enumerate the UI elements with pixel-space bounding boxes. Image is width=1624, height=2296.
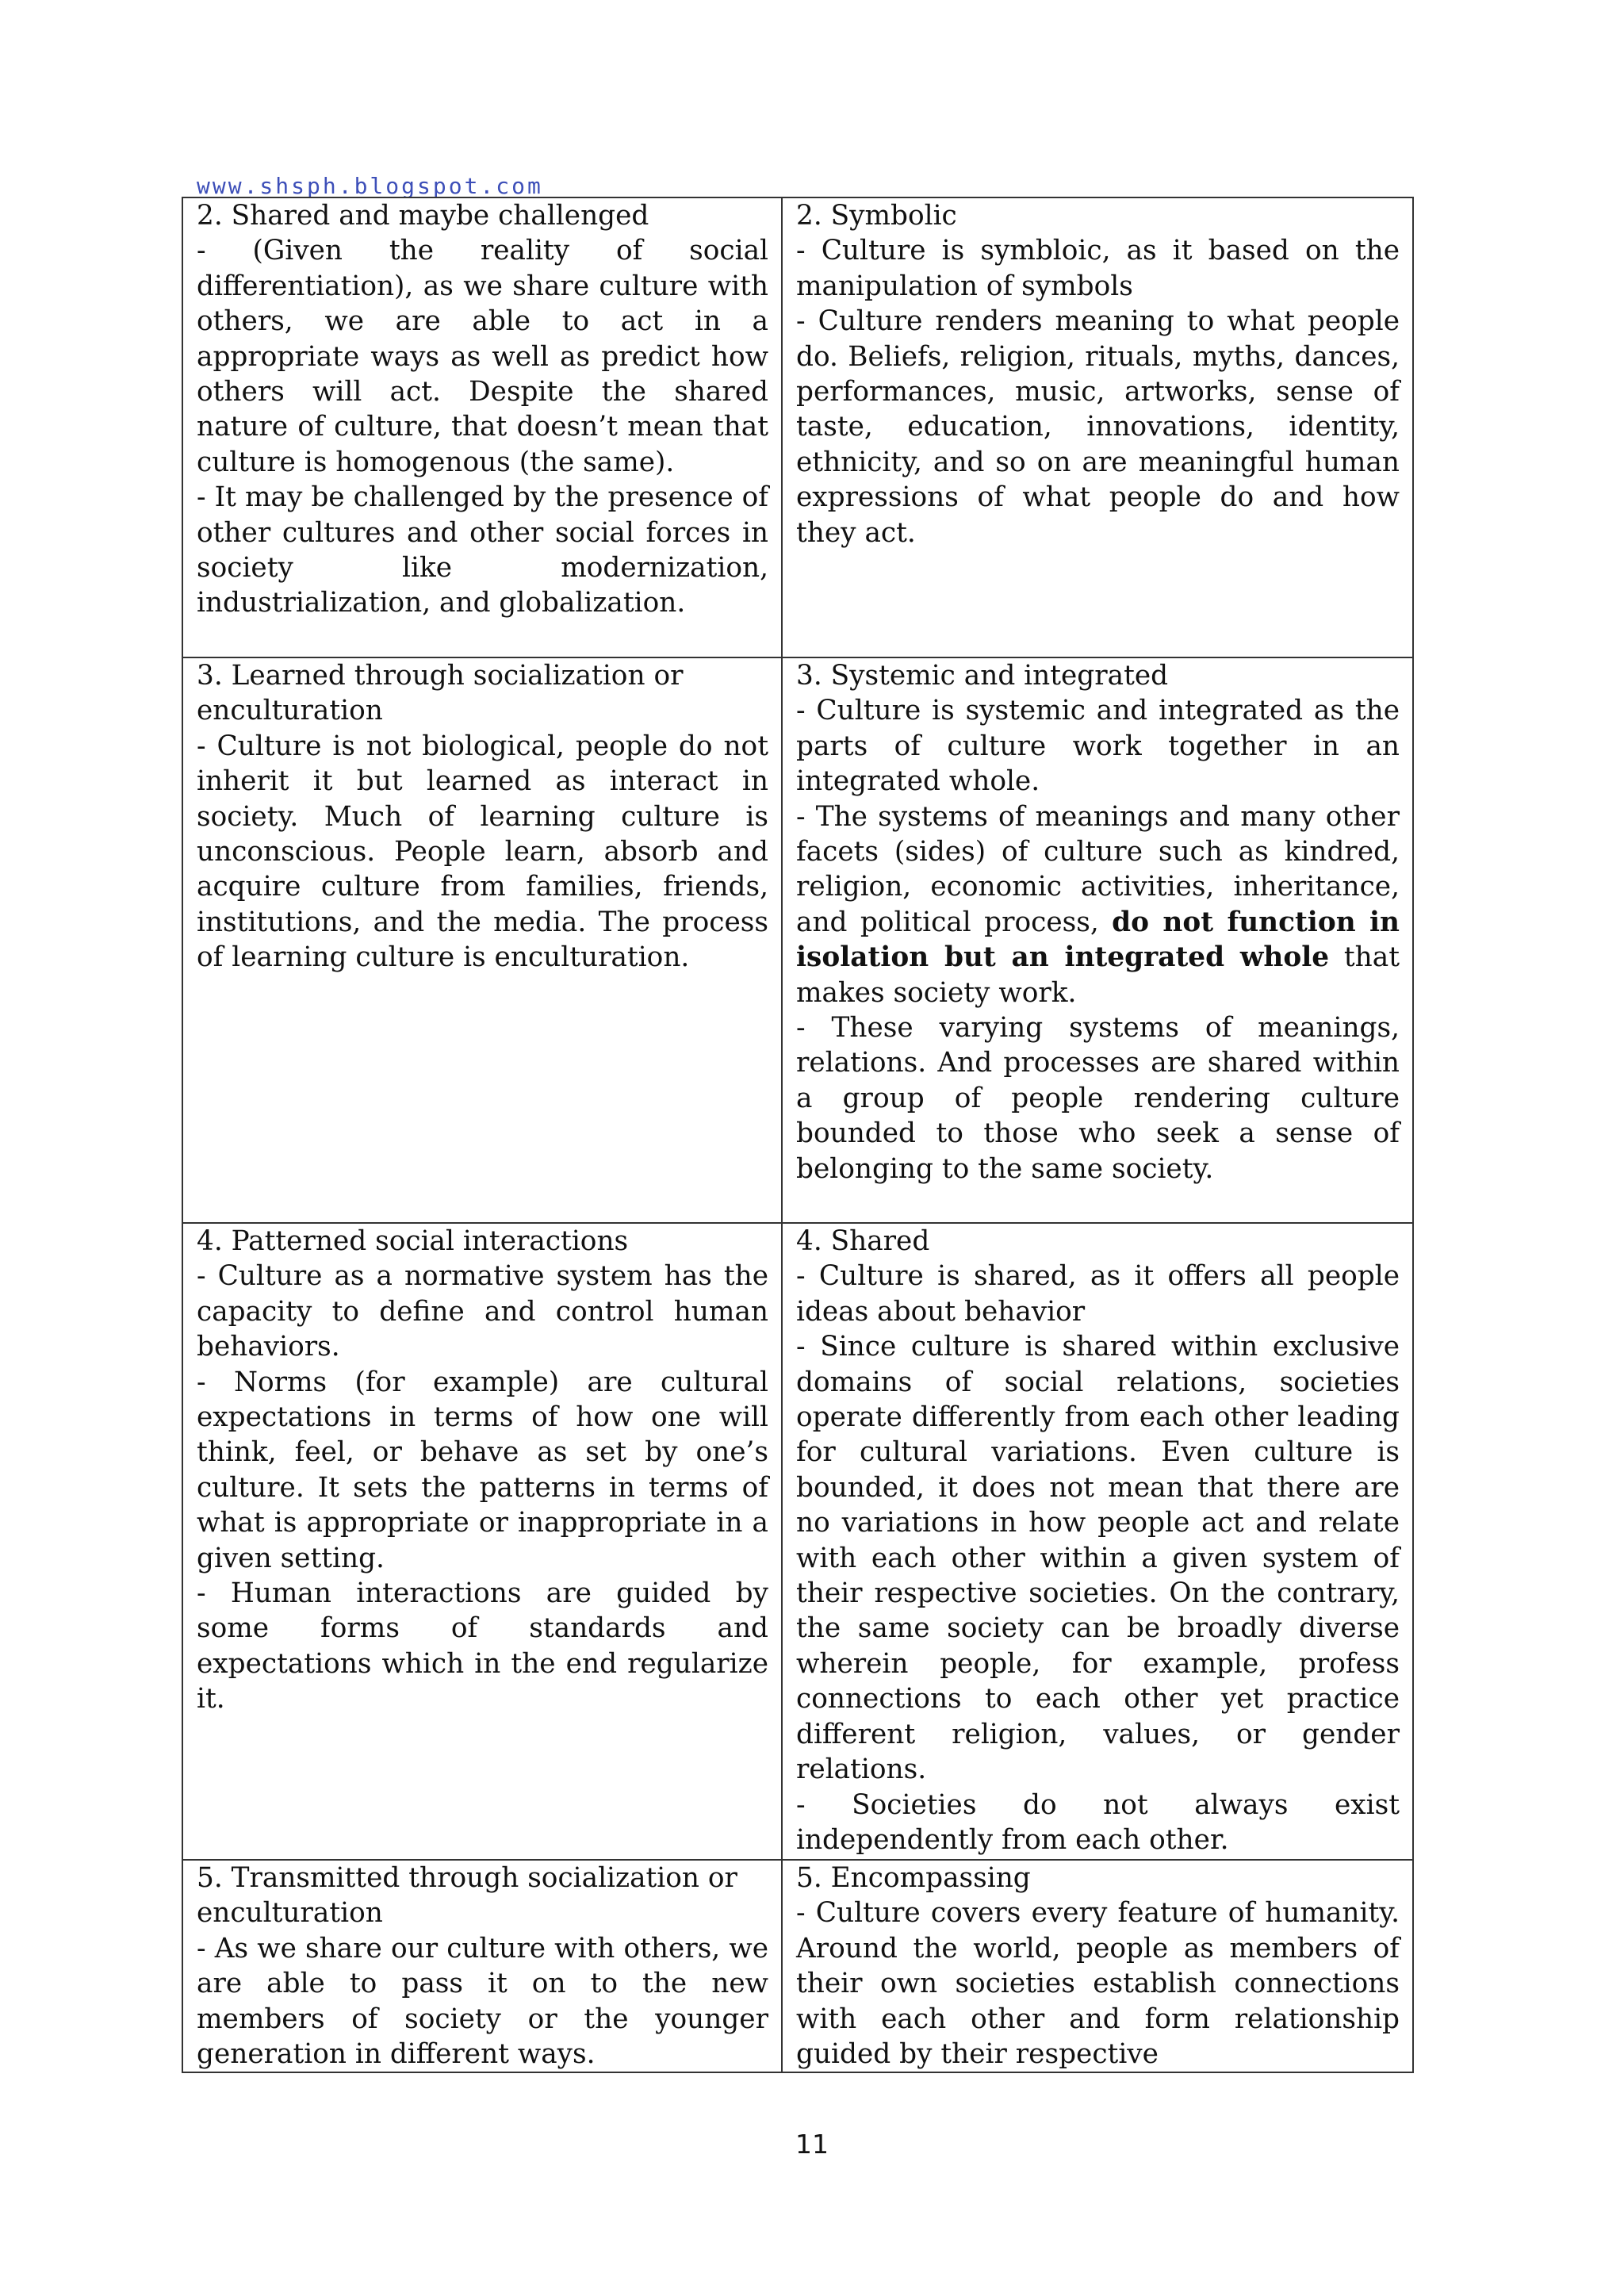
table-cell-left xyxy=(182,1223,782,1860)
cell-paragraph: - Culture covers every feature of humanity. Around the world, people as members of their own societies establish connections with each other and form relationship guided by their respective xyxy=(796,1897,1400,2071)
cell-title: 2. Symbolic xyxy=(796,200,957,232)
page-number: 11 xyxy=(795,2129,829,2160)
cell-paragraph: - Culture is systemic and integrated as the parts of culture work together in an integrated whole. xyxy=(796,695,1400,798)
cell-title: 5. Encompassing xyxy=(796,1862,1031,1894)
table-cell-right xyxy=(782,1223,1413,1860)
cell-title: 3. Systemic and integrated xyxy=(796,660,1169,692)
table-row xyxy=(182,197,1413,657)
culture-characteristics-table xyxy=(182,197,1414,2073)
cell-paragraph: - Culture is symbloic, as it based on the manipulation of symbols xyxy=(796,235,1400,302)
cell-title: 2. Shared and maybe challenged xyxy=(197,200,649,232)
cell-title: 4. Patterned social interactions xyxy=(197,1225,629,1257)
cell-title: 3. Learned through socialization or enculturation xyxy=(197,660,684,727)
table-cell-left xyxy=(182,1860,782,2072)
bold-emphasis: do not function in isolation but an integrated whole xyxy=(796,906,1400,974)
cell-paragraph: - As we share our culture with others, we are able to pass it on to the new members of society or the younger generation in different ways. xyxy=(197,1932,768,2071)
cell-paragraph: - Societies do not always exist independently from each other. xyxy=(796,1788,1400,1856)
table-cell-right xyxy=(782,657,1413,1223)
cell-title: 4. Shared xyxy=(796,1225,930,1257)
table-cell-right xyxy=(782,197,1413,657)
watermark-url: www.shsph.blogspot.com xyxy=(197,173,543,199)
text-run: - The systems of meanings and many other facets (sides) of culture such as kindred, religion, economic activities, inheritance, and political process, xyxy=(796,800,1400,938)
cell-paragraph: - (Given the reality of social differentiation), as we share culture with others, we are able to act in a appropriate ways as well as predict how others will act. Despite the shared nature of culture, that doesn’t mean that culture is homogenous (the same). xyxy=(197,235,768,478)
cell-paragraph: - Culture is shared, as it offers all people ideas about behavior xyxy=(796,1260,1400,1328)
cell-paragraph: - It may be challenged by the presence of other cultures and other social forces in society like modernization, industrialization, and globalization. xyxy=(197,481,768,619)
cell-paragraph: - Culture renders meaning to what people do. Beliefs, religion, rituals, myths, dances, performances, music, artworks, sense of taste, education, innovations, identity, ethnicity, and so on are meaningful human expressions of what people do and how they act. xyxy=(796,305,1400,549)
cell-paragraph: - Culture as a normative system has the capacity to define and control human behaviors. xyxy=(197,1260,768,1363)
text-run: that makes society work. xyxy=(796,941,1400,1009)
cell-paragraph: - These varying systems of meanings, relations. And processes are shared within a group of people rendering culture bounded to those who seek a sense of belonging to the same society. xyxy=(796,1012,1400,1185)
cell-title: 5. Transmitted through socialization or enculturation xyxy=(197,1862,737,1930)
cell-paragraph: - Culture is not biological, people do not inherit it but learned as interact in society. Much of learning culture is unconscious. People learn, absorb and acquire culture from families, friends, institutions, and the media. The process of learning culture is enculturation. xyxy=(197,730,768,974)
table-row xyxy=(182,1860,1413,2072)
cell-paragraph: - Norms (for example) are cultural expectations in terms of how one will think, feel, or behave as set by one’s culture. It sets the patterns in terms of what is appropriate or inappropriate in a given setting. xyxy=(197,1366,768,1574)
cell-paragraph: - Since culture is shared within exclusive domains of social relations, societies operate differently from each other leading for cultural variations. Even culture is bounded, it does not mean that there are no variations in how people act and relate with each other within a given system of their respective societies. On the contrary, the same society can be broadly diverse wherein people, for example, profess connections to each other yet practice different religion, values, or gender relations. xyxy=(796,1331,1400,1786)
table-cell-left xyxy=(182,657,782,1223)
table-row xyxy=(182,1223,1413,1860)
cell-paragraph: - Human interactions are guided by some forms of standards and expectations which in the end regularize it. xyxy=(197,1577,768,1715)
table-row xyxy=(182,657,1413,1223)
table-cell-right xyxy=(782,1860,1413,2072)
table-cell-left xyxy=(182,197,782,657)
cell-paragraph-mixed xyxy=(796,799,1400,1010)
